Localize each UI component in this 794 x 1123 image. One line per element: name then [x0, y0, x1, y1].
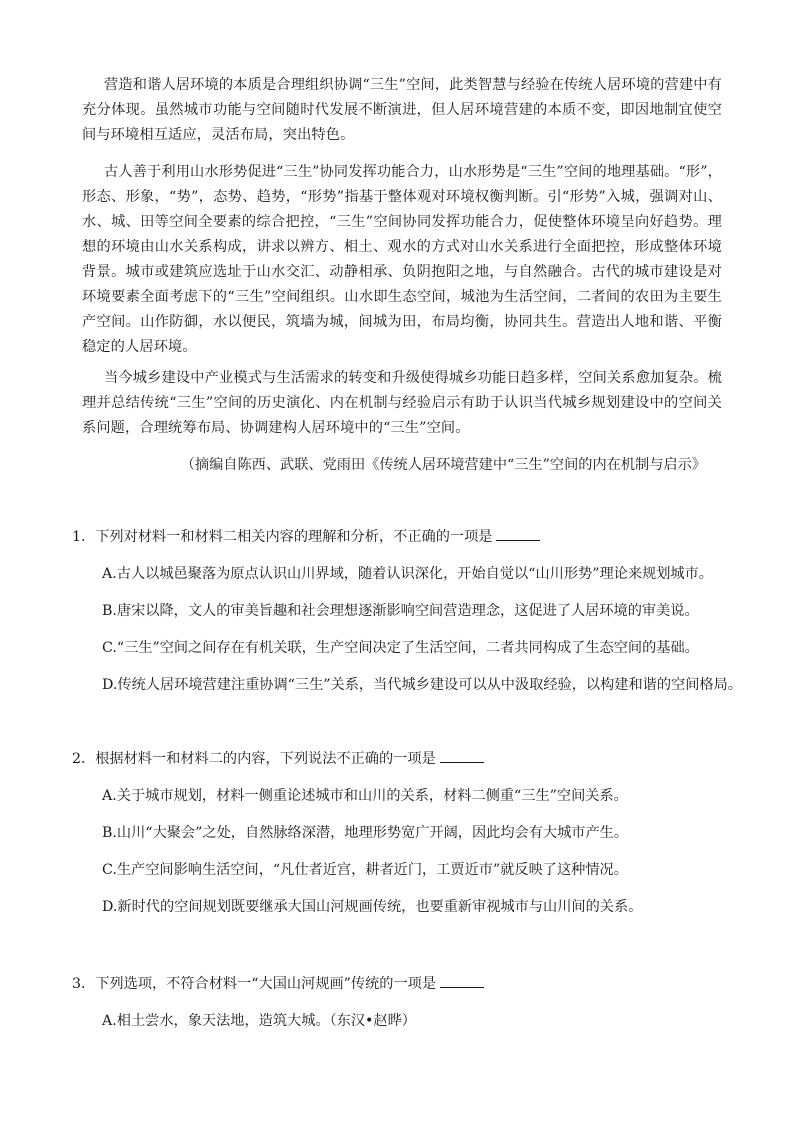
question-stem [72, 525, 732, 550]
passage-paragraph-1: 营造和谐人居环境的本质是合理组织协调“三生”空间，此类智慧与经验在传统人居环境的营建中有充分体现。虽然城市功能与空间随时代发展不断演进，但人居环境营建的本质不变，即因地制宜使空间与环境相互适应，灵活布局，突出特色。 [82, 77, 722, 143]
question-stem-text: 1．下列对材料一和材料二相关内容的理解和分析，不正确的一项是 [72, 529, 493, 545]
option-b: B.山川“大聚会”之处，自然脉络深潜，地理形势宽广开阔，因此均会有大城市产生。 [102, 825, 629, 841]
passage-paragraph-3: 当今城乡建设中产业模式与生活需求的转变和升级使得城乡功能日趋多样，空间关系愈加复杂。梳理并总结传统“三生”空间的历史演化、内在机制与经验启示有助于认识当代城乡规划建设中的空间关系问题，合理统筹布局、协调建构人居环境中的“三生”空间。 [82, 370, 722, 436]
option-c: C.生产空间影响生活空间，“凡仕者近宫，耕者近门，工贾近市”就反映了这种情况。 [102, 862, 628, 878]
question-stem-text: 2．根据材料一和材料二的内容，下列说法不正确的一项是 [72, 751, 436, 767]
question-1 [72, 525, 742, 710]
question-stem-text: 3．下列选项，不符合材料一“大国山河规画”传统的一项是 [72, 976, 437, 992]
passage-paragraph-2: 古人善于利用山水形势促进“三生”协同发挥功能合力，山水形势是“三生”空间的地理基础。“形”，形态、形象，“势”，态势、趋势，“形势”指基于整体观对环境权衡判断。引“形势”入城，强调对山、水、城、田等空间全要素的综合把控，“三生”空间协同发挥功能合力，促使整体环境呈向好趋势。理想的环境由山水关系构成，讲求以辨方、相土、观水的方式对山水关系进行全面把控，形成整体环境背景。城市或建筑应选址于山水交汇、动静相承、负阴抱阳之地，与自然融合。古代的城市建设是对环境要素全面考虑下的“三生”空间组织。山水即生态空间，城池为生活空间，二者间的农田为主要生产空间。山作防御，水以便民，筑墙为城，间城为田，布局均衡，协同共生。营造出人地和谐、平衡稳定的人居环境。 [82, 164, 722, 355]
question-2 [72, 747, 732, 932]
option-a: A.古人以城邑聚落为原点认识山川界域，随着认识深化，开始自觉以“山川形势”理论来规划城市。 [102, 566, 713, 582]
question-stem [72, 747, 732, 772]
option-b: B.唐宋以降，文人的审美旨趣和社会理想逐渐影响空间营造理念，这促进了人居环境的审美说。 [102, 603, 699, 619]
option-c: C.“三生”空间之间存在有机关联，生产空间决定了生活空间，二者共同构成了生态空间的基础。 [102, 640, 699, 656]
answer-blank[interactable] [440, 973, 484, 988]
answer-blank[interactable] [496, 526, 540, 541]
passage-source: （摘编自陈西、武联、党雨田《传统人居环境营建中“三生”空间的内在机制与启示》 [180, 457, 706, 473]
option-d: D.新时代的空间规划既要继承大国山河规画传统，也要重新审视城市与山川间的关系。 [102, 899, 643, 915]
option-a: A.关于城市规划，材料一侧重论述城市和山川的关系，材料二侧重“三生”空间关系。 [102, 788, 628, 804]
option-d: D.传统人居环境营建注重协调“三生”关系，当代城乡建设可以从中汲取经验，以构建和谐的空间格局。 [102, 677, 742, 693]
answer-blank[interactable] [440, 748, 484, 763]
question-3 [72, 972, 732, 1046]
question-stem [72, 972, 732, 997]
option-a: A.相土尝水，象天法地，造筑大城。（东汉•赵晔） [102, 1013, 416, 1029]
